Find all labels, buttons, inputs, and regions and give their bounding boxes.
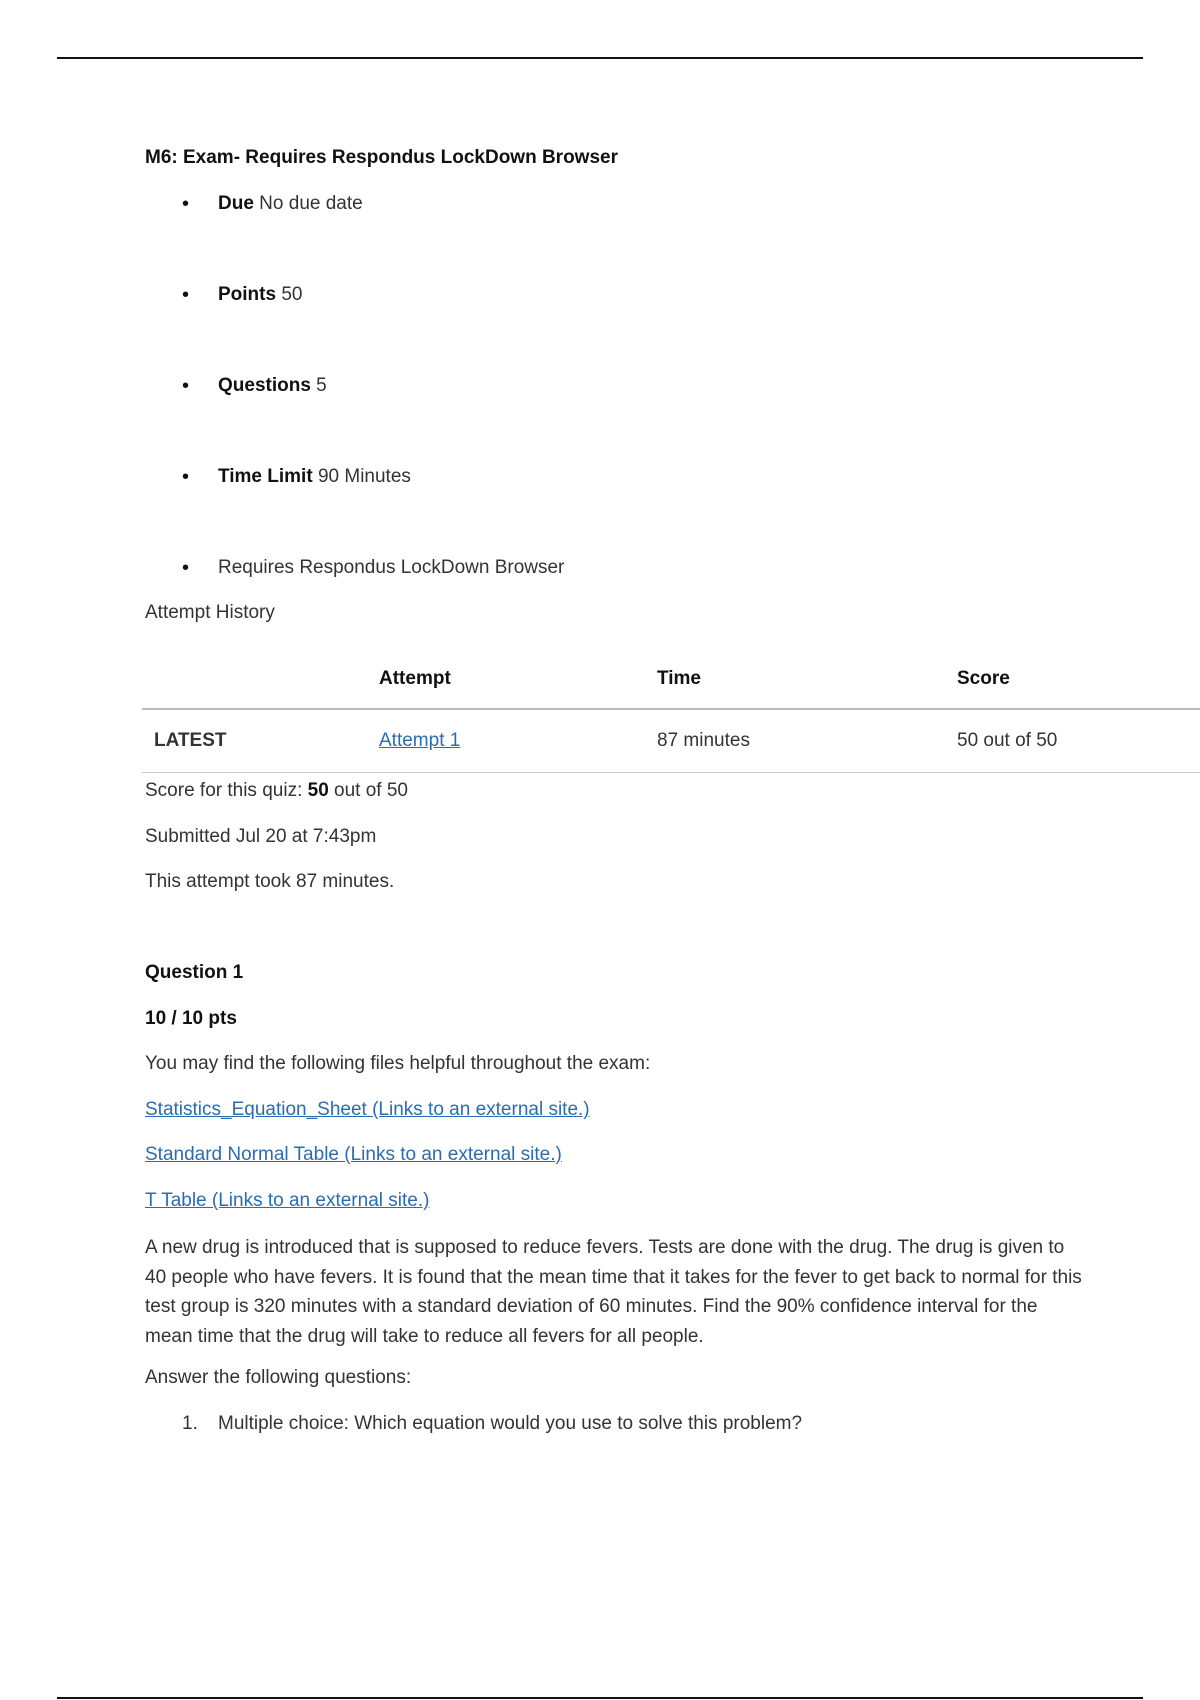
score-suffix: out of 50 <box>328 780 408 801</box>
table-row <box>142 709 1200 773</box>
meta-value: 50 <box>276 284 303 305</box>
bullet-icon: • <box>182 284 190 306</box>
latest-label: LATEST <box>142 709 379 773</box>
meta-label: Questions <box>218 375 311 396</box>
bullet-icon: • <box>182 466 190 488</box>
score-cell: 50 out of 50 <box>957 709 1200 773</box>
column-header-time: Time <box>657 650 957 709</box>
meta-value: 5 <box>310 375 327 396</box>
score-prefix: Score for this quiz: <box>145 780 308 801</box>
quiz-score-line <box>145 780 408 802</box>
sub-question-number: 1. <box>182 1413 198 1434</box>
bullet-icon: • <box>182 557 190 579</box>
top-divider <box>57 57 1143 59</box>
standard-normal-table-link[interactable]: Standard Normal Table (Links to an external site.) <box>145 1144 562 1165</box>
meta-value: 90 Minutes <box>312 466 411 487</box>
answer-intro: Answer the following questions: <box>145 1367 412 1388</box>
score-value: 50 <box>307 780 329 801</box>
t-table-link[interactable]: T Table (Links to an external site.) <box>145 1190 430 1211</box>
statistics-equation-sheet-link[interactable]: Statistics_Equation_Sheet (Links to an external site.) <box>145 1099 590 1120</box>
question-body: A new drug is introduced that is supposed to reduce fevers. Tests are done with the drug. The drug is given to 40 people who have fevers. It is found that the mean time that it takes for the fever to get back to normal for this test group is 320 minutes with a standard deviation of 60 minutes. Find the 90% confidence interval for the mean time that the drug will take to reduce all fevers for all people. <box>145 1237 1082 1347</box>
submitted-timestamp: Submitted Jul 20 at 7:43pm <box>145 826 377 847</box>
meta-label: Time Limit <box>218 466 313 487</box>
attempt-cell <box>379 709 657 773</box>
meta-label: Points <box>218 284 277 305</box>
meta-value: No due date <box>253 193 363 214</box>
meta-label: Due <box>218 193 254 214</box>
question-points: 10 / 10 pts <box>145 1008 237 1029</box>
time-cell: 87 minutes <box>657 709 957 773</box>
column-header-score: Score <box>957 650 1200 709</box>
attempt-1-link[interactable]: Attempt 1 <box>379 730 461 751</box>
sub-question-text: Multiple choice: Which equation would you use to solve this problem? <box>218 1413 803 1434</box>
bottom-divider <box>57 1697 1143 1699</box>
column-header <box>142 650 379 709</box>
exam-title: M6: Exam- Requires Respondus LockDown Browser <box>145 147 618 168</box>
attempt-duration: This attempt took 87 minutes. <box>145 871 395 892</box>
question-title: Question 1 <box>145 962 244 983</box>
bullet-icon: • <box>182 193 190 215</box>
column-header-attempt: Attempt <box>379 650 657 709</box>
bullet-icon: • <box>182 375 190 397</box>
attempt-history-heading: Attempt History <box>145 602 275 623</box>
files-intro: You may find the following files helpful throughout the exam: <box>145 1053 651 1074</box>
table-header-row <box>142 650 1200 709</box>
attempt-history-table <box>142 650 1200 773</box>
meta-value: Requires Respondus LockDown Browser <box>218 557 565 578</box>
